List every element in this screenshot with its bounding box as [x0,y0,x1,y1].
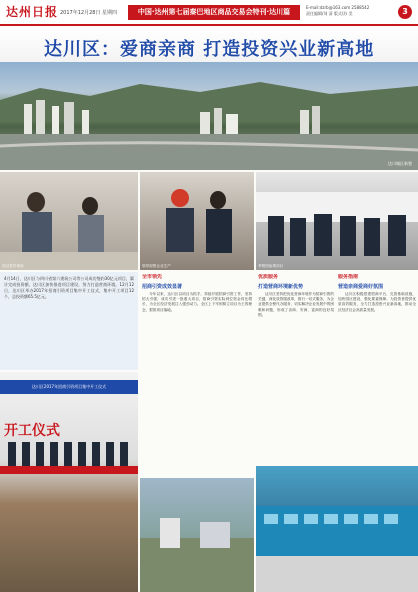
main-headline: 达川区：爱商亲商 打造投资兴业新高地 [44,39,375,60]
section-title: 全市领先 [142,274,163,280]
article-column-1 [142,274,252,474]
headline-bar [0,28,418,62]
section-subtitle: 打造营商环境新优势 [258,284,304,290]
page-number: 3 [398,5,412,19]
article-column-2 [258,274,334,464]
signing-photo [0,172,138,270]
paragraph: 今年以来，达川区以项目为抓手，持续开展招商引资工作，坚持招大引强，成功引进一批重大项目，招商引资实际到位资金同比增长，为全区经济发展注入强劲动力。全区上下牢固树立项目为王的理念，狠抓项目落地。 [142,292,252,312]
editor-line: 责任编辑/刘 清 版式/苏 美 [306,11,353,16]
section-title: 优质服务 [258,274,279,280]
city-skyline-illustration [0,62,418,170]
section-subtitle: 招商引资成效显著 [142,284,183,290]
ceremony-title: 开工仪式 [4,423,60,439]
site-illustration [140,478,254,592]
people-figures [140,172,254,270]
article-column-3 [338,274,416,464]
hero-city-photo [0,62,418,170]
masthead [0,0,418,26]
section-title: 服务指南 [338,274,359,280]
construction-site-photo [140,478,254,592]
lead-summary-box [0,272,138,370]
visit-photo [256,172,418,270]
issue-date: 2017年12月28日 星期四 [60,10,118,16]
crowd-figures [0,372,138,592]
inspection-photo [140,172,254,270]
industrial-park-photo [256,466,418,592]
event-banner: 达川区2017年招商引资项目集中开工仪式 [0,380,138,394]
groundbreaking-photo [0,372,138,592]
hero-caption: 达川城区新貌 [388,161,412,166]
editor-info [306,5,401,17]
paragraph: 达川区坚持把优化营商环境作为招商引资的关键，深化放管服改革，推行一站式服务，为企业提供全程代办服务，切实解决企业发展中的困难和问题，形成了亲商、安商、富商的良好氛围。 [258,292,334,317]
photo-caption: 项目签约现场 [2,264,24,268]
people-figures [256,172,418,270]
building-illustration [256,466,418,592]
photo-caption: 考察团参观项目 [258,264,284,268]
photo-caption: 领导视察企业生产 [142,264,171,268]
lead-summary-text: 4月14日，达川区与四川省第六建筑公司等公司成功签约30亿元项目，累计完成投资额，达川区加快推进项目建设，努力打造营商环境。12月12日，达川区举办2017年招商引资项目集中开工仪式，集中开工项目12个，总投资额65.5亿元。 [4,276,134,299]
newspaper-logo: 达州日报 [6,5,59,19]
paragraph: 达川区积极搭建招商平台，完善基础设施，加快园区建设，强化要素保障，为投资者提供优质高效服务，全力打造投资兴业新高地，推动全区经济社会高质量发展。 [338,292,416,312]
people-figures [0,172,138,270]
special-edition-banner: 中国·达州第七届秦巴地区商品交易会特刊·达川篇 [128,5,300,20]
section-subtitle: 营造亲商爱商好氛围 [338,284,384,290]
contact-line: E-mail:dzrb@163.com 2588542 [306,5,370,10]
